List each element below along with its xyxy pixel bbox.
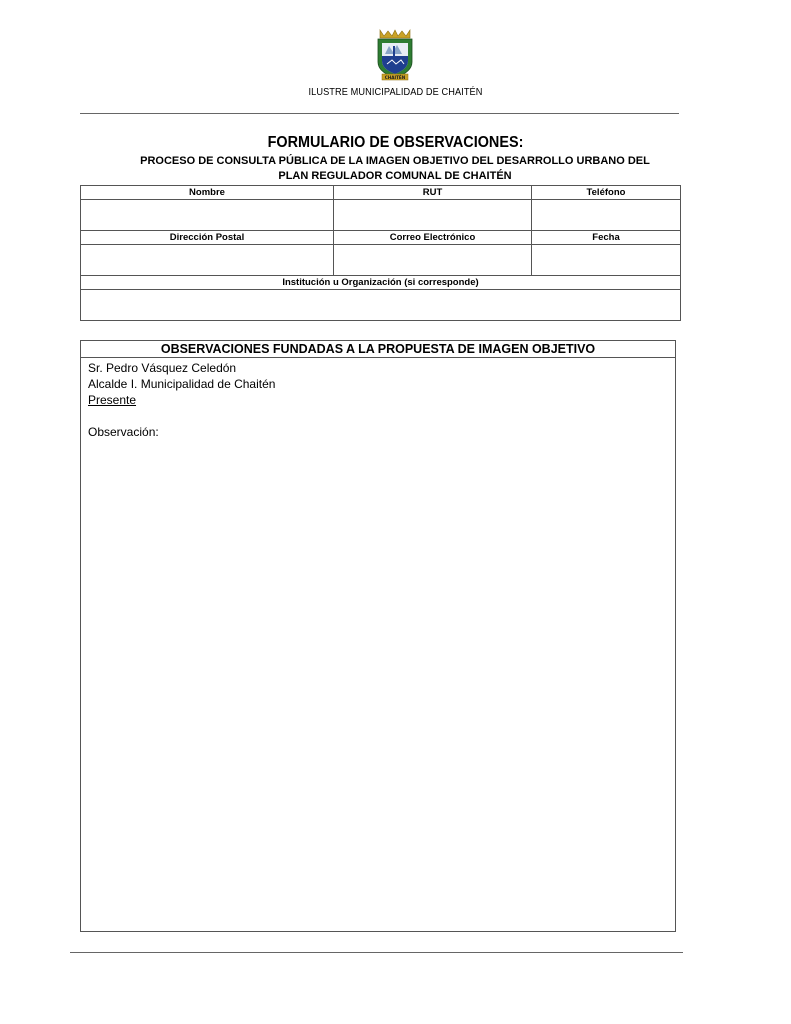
municipality-name: ILUSTRE MUNICIPALIDAD DE CHAITÉN — [308, 87, 483, 98]
form-title: FORMULARIO DE OBSERVACIONES: — [267, 134, 524, 151]
field-fecha[interactable] — [532, 245, 681, 276]
field-telefono[interactable] — [532, 200, 681, 231]
addressee-title: Alcalde I. Municipalidad de Chaitén — [88, 377, 276, 391]
contact-info-table — [80, 185, 681, 321]
field-rut[interactable] — [334, 200, 532, 231]
label-correo-electronico: Correo Electrónico — [334, 231, 532, 245]
header-divider — [80, 113, 679, 114]
label-rut: RUT — [334, 186, 532, 200]
footer-divider — [70, 952, 683, 953]
observations-heading: OBSERVACIONES FUNDADAS A LA PROPUESTA DE IMAGEN OBJETIVO — [81, 341, 675, 358]
observations-body[interactable] — [81, 358, 675, 440]
subtitle-line-1: PROCESO DE CONSULTA PÚBLICA DE LA IMAGEN OBJETIVO DEL DESARROLLO URBANO DEL — [140, 155, 650, 167]
field-institucion[interactable] — [81, 290, 681, 321]
municipal-crest-logo — [374, 28, 416, 82]
label-fecha: Fecha — [532, 231, 681, 245]
label-telefono: Teléfono — [532, 186, 681, 200]
logo-text: CHAITÉN — [384, 75, 406, 80]
form-subtitle — [90, 154, 700, 184]
label-institucion: Institución u Organización (si corresponde) — [81, 276, 681, 290]
field-correo-electronico[interactable] — [334, 245, 532, 276]
field-direccion-postal[interactable] — [81, 245, 334, 276]
subtitle-line-2: PLAN REGULADOR COMUNAL DE CHAITÉN — [278, 170, 512, 182]
label-direccion-postal: Dirección Postal — [81, 231, 334, 245]
addressee-name: Sr. Pedro Vásquez Celedón — [88, 361, 237, 375]
observation-label: Observación: — [88, 425, 159, 439]
label-nombre: Nombre — [81, 186, 334, 200]
observations-box — [80, 340, 676, 932]
field-nombre[interactable] — [81, 200, 334, 231]
presente-text: Presente — [88, 393, 137, 407]
